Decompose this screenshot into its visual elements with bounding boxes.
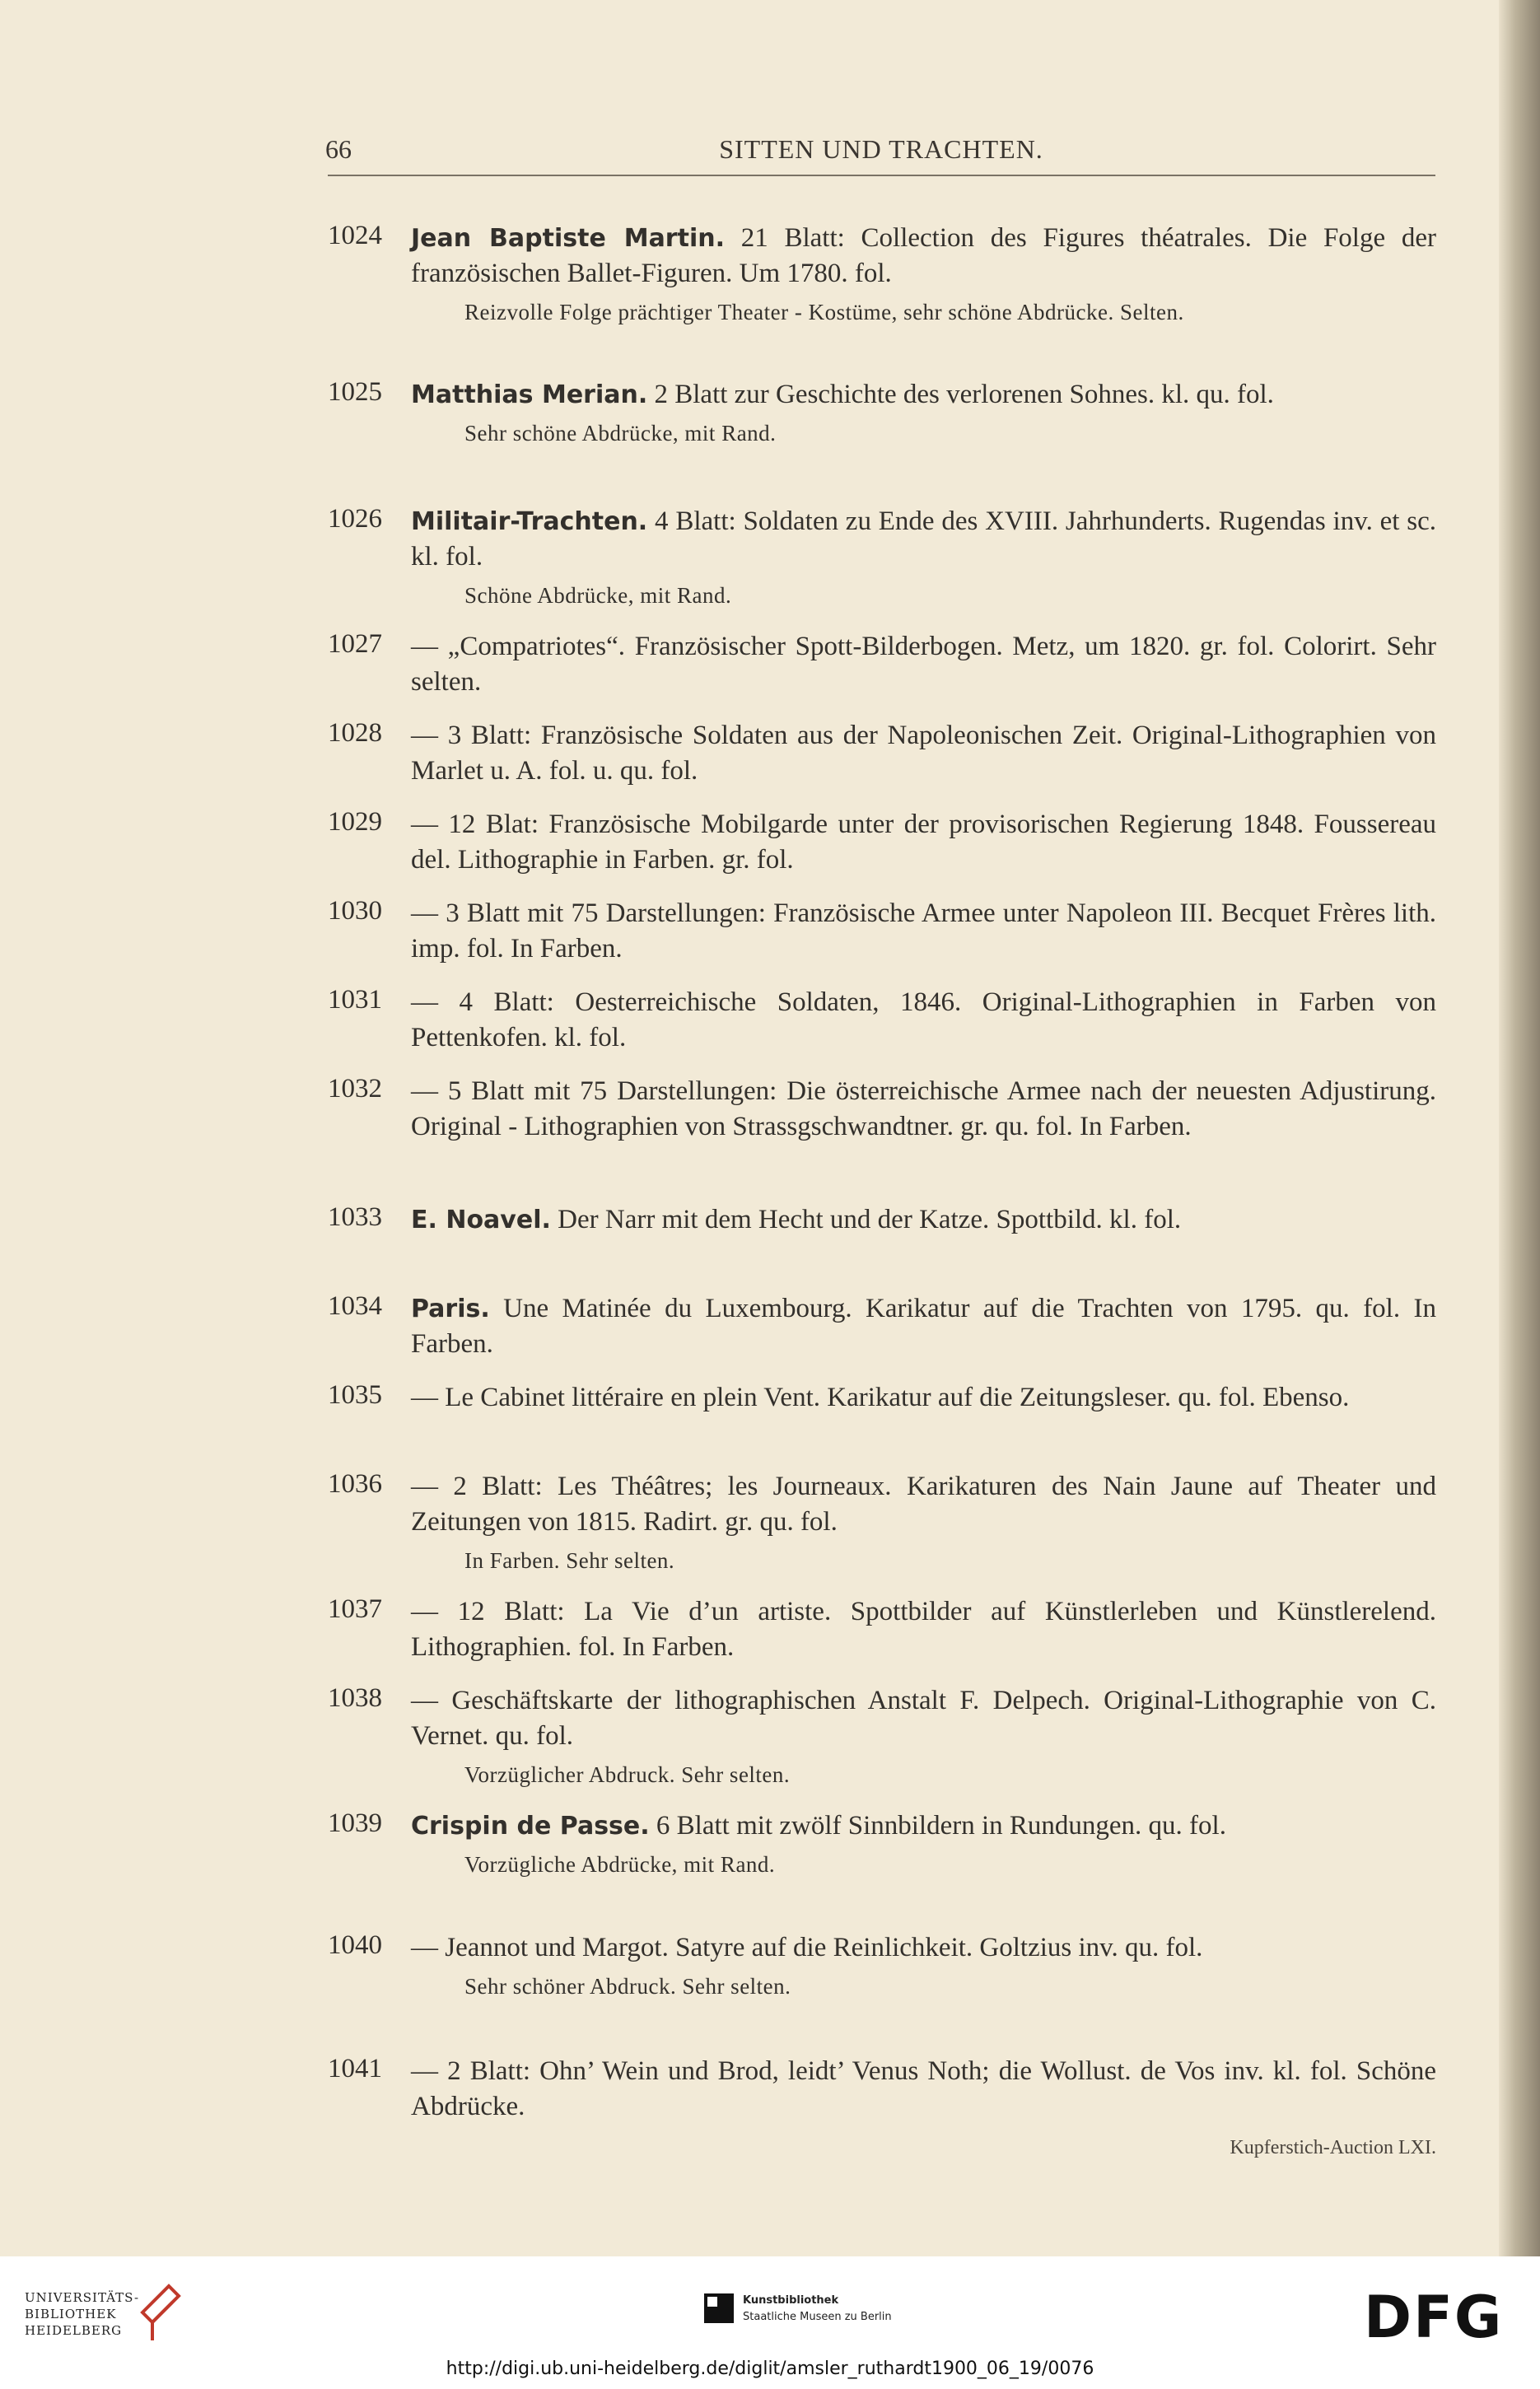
entry-text: — 12 Blat: Französische Mobilgarde unter der provisorischen Regierung 1848. Foussereau del. Lithographie in Farben. gr. fol.	[411, 810, 1436, 875]
university-logo-icon	[136, 2281, 185, 2343]
catalog-entry	[328, 807, 1436, 878]
entry-number: 1039	[328, 1808, 382, 1838]
catalog-entry	[328, 1930, 1436, 2002]
catalog-entry	[328, 1291, 1436, 1362]
entry-note: Vorzügliche Abdrücke, mit Rand.	[464, 1852, 776, 1877]
entry-note: Sehr schöner Abdruck. Sehr selten.	[464, 1974, 791, 1999]
entry-note: Sehr schöne Abdrücke, mit Rand.	[464, 421, 777, 446]
page-footer: Kupferstich-Auction LXI.	[1230, 2137, 1436, 2158]
header-rule	[328, 175, 1435, 176]
entry-number: 1037	[328, 1594, 382, 1624]
entry-name: Paris.	[411, 1295, 490, 1323]
catalog-entry	[328, 2054, 1436, 2125]
entry-text: — 3 Blatt: Französische Soldaten aus der Napoleonischen Zeit. Original-Lithographien von Marlet u. A. fol. u. qu. fol.	[411, 721, 1436, 786]
page-header	[325, 134, 1437, 167]
entry-note: Reizvolle Folge prächtiger Theater - Kostüme, sehr schöne Abdrücke. Selten.	[464, 300, 1184, 324]
entry-text: Der Narr mit dem Hecht und der Katze. Spottbild. kl. fol.	[558, 1205, 1182, 1234]
kunstbibliothek-label: Kunstbibliothek Staatliche Museen zu Berlin	[743, 2294, 892, 2323]
entry-text: 21 Blatt: Collection des Figures théatrales. Die Folge der französischen Ballet-Figuren. Um 1780. fol.	[411, 223, 1436, 288]
entry-text: 6 Blatt mit zwölf Sinnbildern in Rundungen. qu. fol.	[656, 1811, 1226, 1841]
entry-number: 1026	[328, 504, 382, 534]
entry-number: 1035	[328, 1380, 382, 1410]
catalog-entry	[328, 1683, 1436, 1790]
entry-number: 1032	[328, 1074, 382, 1104]
entry-text: Une Matinée du Luxembourg. Karikatur auf die Trachten von 1795. qu. fol. In Farben.	[411, 1294, 1436, 1359]
entry-name: Crispin de Passe.	[411, 1812, 650, 1841]
entry-number: 1028	[328, 718, 382, 748]
catalog-entry	[328, 718, 1436, 789]
page-title: SITTEN UND TRACHTEN.	[719, 134, 1043, 164]
entry-name: E. Noavel.	[411, 1206, 551, 1234]
dfg-logo: DFG	[1364, 2284, 1504, 2351]
catalog-entry	[328, 985, 1436, 1056]
entry-text: — Le Cabinet littéraire en plein Vent. Karikatur auf die Zeitungsleser. qu. fol. Ebenso.	[411, 1383, 1350, 1412]
catalog-entry	[328, 629, 1436, 700]
entry-text: — Geschäftskarte der lithographischen Anstalt F. Delpech. Original-Lithographie von C. Vernet. qu. fol.	[411, 1686, 1436, 1751]
entry-note: Schöne Abdrücke, mit Rand.	[464, 583, 732, 608]
catalog-entry	[328, 1380, 1436, 1416]
bottom-bar	[0, 2256, 1540, 2389]
entry-text: — 12 Blatt: La Vie d’un artiste. Spottbilder auf Künstlerleben und Künstlerelend. Lithographien. fol. In Farben.	[411, 1597, 1436, 1662]
entry-number: 1031	[328, 985, 382, 1015]
entry-note: In Farben. Sehr selten.	[464, 1548, 675, 1573]
catalog-entry	[328, 377, 1436, 449]
entry-number: 1025	[328, 377, 382, 407]
entry-text: — Jeannot und Margot. Satyre auf die Reinlichkeit. Goltzius inv. qu. fol.	[411, 1933, 1203, 1962]
entry-number: 1029	[328, 807, 382, 837]
catalog-entry	[328, 1594, 1436, 1665]
entry-text: 4 Blatt: Soldaten zu Ende des XVIII. Jahrhunderts. Rugendas inv. et sc. kl. fol.	[411, 506, 1437, 572]
entry-note: Vorzüglicher Abdruck. Sehr selten.	[464, 1762, 791, 1787]
entry-number: 1038	[328, 1683, 382, 1713]
page-number: 66	[325, 134, 352, 164]
catalog-entry	[328, 221, 1436, 328]
kunstbibliothek-logo-icon	[704, 2293, 734, 2323]
entry-number: 1027	[328, 629, 382, 659]
university-library-label: UNIVERSITÄTS- BIBLIOTHEK HEIDELBERG	[25, 2290, 140, 2338]
entry-text: — „Compatriotes“. Französischer Spott-Bilderbogen. Metz, um 1820. gr. fol. Colorirt. Sehr selten.	[411, 632, 1436, 697]
entry-text: — 4 Blatt: Oesterreichische Soldaten, 1846. Original-Lithographien in Farben von Pettenkofen. kl. fol.	[411, 987, 1436, 1052]
catalog-entry	[328, 1808, 1436, 1880]
catalog-entry	[328, 1202, 1436, 1238]
source-url[interactable]: http://digi.ub.uni-heidelberg.de/diglit/amsler_ruthardt1900_06_19/0076	[446, 2359, 1094, 2379]
entry-number: 1030	[328, 896, 382, 926]
entry-name: Militair-Trachten.	[411, 507, 648, 536]
entry-number: 1040	[328, 1930, 382, 1960]
entry-name: Matthias Merian.	[411, 380, 648, 409]
catalog-entry	[328, 896, 1436, 967]
entry-text: 2 Blatt zur Geschichte des verlorenen Sohnes. kl. qu. fol.	[654, 380, 1274, 409]
page-edge-shadow	[1499, 0, 1540, 2256]
catalog-entry	[328, 504, 1436, 611]
catalog-entry	[328, 1074, 1436, 1145]
entry-text: — 3 Blatt mit 75 Darstellungen: Französische Armee unter Napoleon III. Becquet Frères lith. imp. fol. In Farben.	[411, 898, 1436, 964]
entry-text: — 2 Blatt: Ohn’ Wein und Brod, leidt’ Venus Noth; die Wollust. de Vos inv. kl. fol. Schöne Abdrücke.	[411, 2056, 1436, 2121]
entry-number: 1033	[328, 1202, 382, 1232]
entry-text: — 2 Blatt: Les Théâtres; les Journeaux. Karikaturen des Nain Jaune auf Theater und Zeitungen von 1815. Radirt. gr. qu. fol.	[411, 1472, 1436, 1537]
entry-number: 1036	[328, 1469, 382, 1499]
entry-number: 1034	[328, 1291, 382, 1321]
entry-number: 1024	[328, 221, 382, 250]
entry-text: — 5 Blatt mit 75 Darstellungen: Die österreichische Armee nach der neuesten Adjustirung. Original - Lithographien von Strassgschwandtner. gr. qu. fol. In Farben.	[411, 1076, 1436, 1141]
entry-number: 1041	[328, 2054, 382, 2083]
entry-name: Jean Baptiste Martin.	[411, 224, 725, 253]
catalog-entry	[328, 1469, 1436, 1576]
